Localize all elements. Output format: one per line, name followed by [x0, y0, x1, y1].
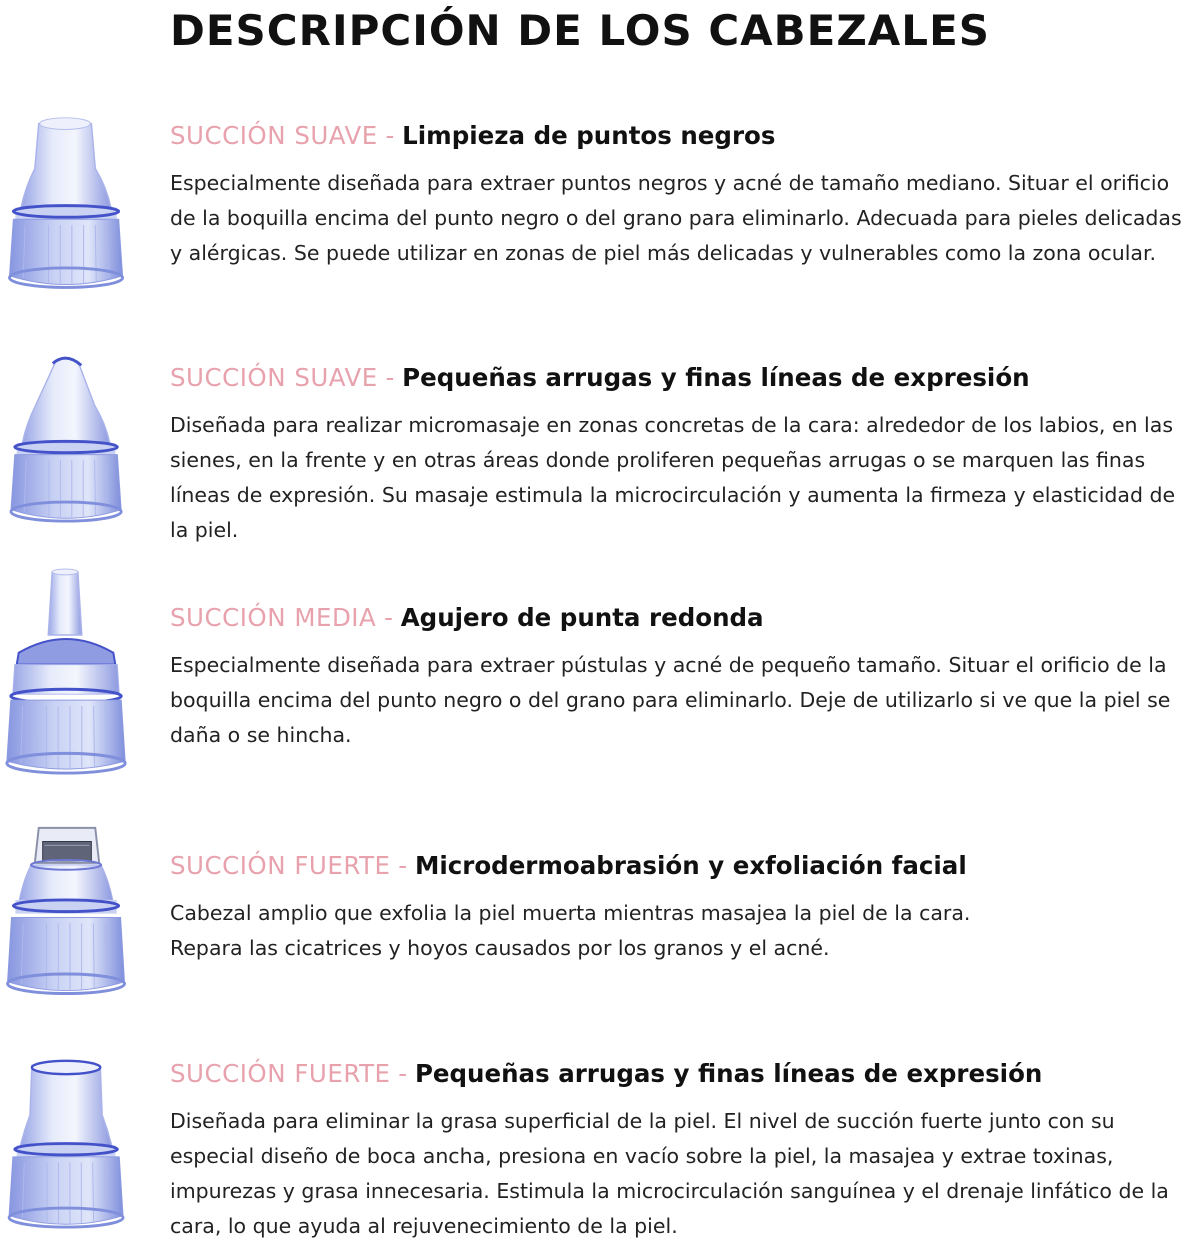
suction-level: SUCCIÓN SUAVE	[170, 121, 378, 150]
head-title: Pequeñas arrugas y finas líneas de expresión	[414, 1059, 1043, 1088]
wide-mouth-nozzle-icon	[0, 1058, 135, 1248]
head-title: Microdermoabrasión y exfoliación facial	[414, 851, 967, 880]
head-description: Especialmente diseñada para extraer pústulas y acné de pequeño tamaño. Situar el orificio de la boquilla encima del punto negro o del grano para eliminarlo. Deje de utilizarlo si ve que la piel se daña o se hincha.	[170, 653, 1171, 747]
head-description: Diseñada para realizar micromasaje en zonas concretas de la cara: alrededor de los labios, en las sienes, en la frente y en otras áreas donde proliferen pequeñas arrugas o se marquen las finas líneas de expresión. Su masaje estimula la microcirculación y aumenta la firmeza y elasticidad de la piel.	[170, 413, 1176, 542]
head-description: Cabezal amplio que exfolia la piel muerta mientras masajea la piel de la cara. Repara las cicatrices y hoyos causados por los granos y el acné.	[170, 901, 971, 960]
head-title: Pequeñas arrugas y finas líneas de expresión	[402, 363, 1030, 392]
narrow-tip-nozzle-icon	[0, 566, 135, 778]
head-title: Limpieza de puntos negros	[402, 121, 776, 150]
head-title: Agujero de punta redonda	[400, 603, 764, 632]
separator: -	[390, 851, 415, 880]
wide-round-nozzle-icon	[0, 110, 135, 305]
suction-level: SUCCIÓN SUAVE	[170, 363, 378, 392]
diamond-tip-nozzle-icon	[0, 822, 135, 1012]
suction-level: SUCCIÓN FUERTE	[170, 851, 391, 880]
separator: -	[376, 603, 401, 632]
suction-level: SUCCIÓN MEDIA	[170, 603, 377, 632]
head-description: Especialmente diseñada para extraer puntos negros y acné de tamaño mediano. Situar el orificio de la boquilla encima del punto negro o del grano para eliminarlo. Adecuada para pieles delicadas y alérgicas. Se puede utilizar en zonas de piel más delicadas y vulnerables como la zona ocular.	[170, 171, 1182, 265]
page-title: DESCRIPCIÓN DE LOS CABEZALES	[170, 6, 991, 55]
separator: -	[377, 363, 403, 392]
separator: -	[390, 1059, 415, 1088]
head-description: Diseñada para eliminar la grasa superficial de la piel. El nivel de succión fuerte junto con su especial diseño de boca ancha, presiona en vacío sobre la piel, la masajea y extrae toxinas, impurezas y grasa innecesaria. Estimula la microcirculación sanguínea y el drenaje linfático de la cara, lo que ayuda al rejuvenecimiento de la piel.	[170, 1109, 1169, 1238]
separator: -	[377, 121, 403, 150]
suction-level: SUCCIÓN FUERTE	[170, 1059, 391, 1088]
oval-nozzle-icon	[0, 352, 135, 542]
